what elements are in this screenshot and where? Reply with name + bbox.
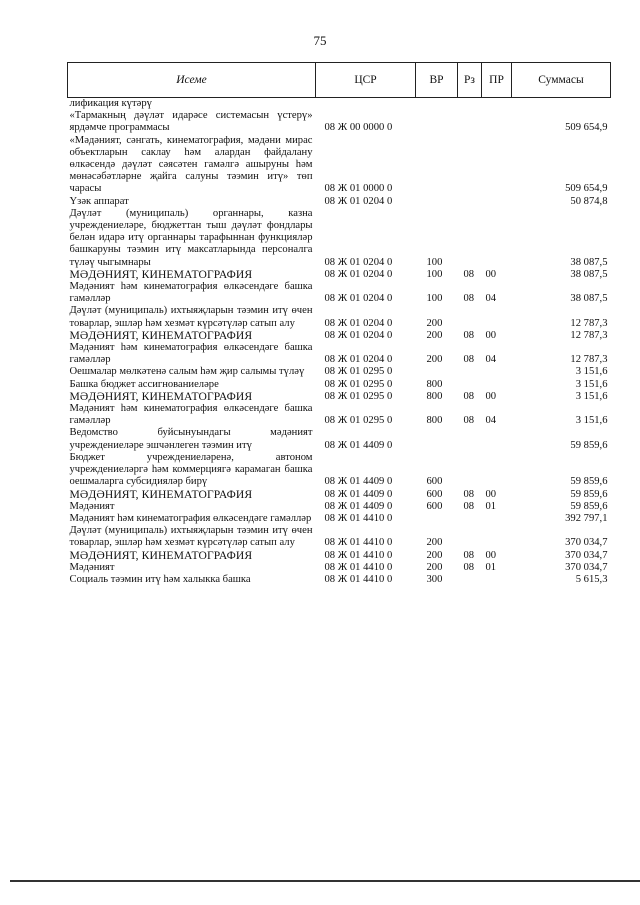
header-rz: Рз xyxy=(458,63,482,98)
cell-name: МӘДӘНИЯТ, КИНЕМАТОГРАФИЯ xyxy=(69,267,253,281)
cell-pr xyxy=(482,208,512,269)
table-row xyxy=(68,513,611,525)
cell-rz: 08 xyxy=(463,561,475,573)
cell-name: Башка бюджет ассигнованиеләре xyxy=(69,378,219,390)
cell-rz xyxy=(458,427,482,451)
cell-rz xyxy=(458,208,482,269)
cell-rz: 08 xyxy=(463,354,475,366)
cell-sum: 12 787,3 xyxy=(570,354,608,366)
cell-pr: 01 xyxy=(485,500,497,512)
cell-pr: 00 xyxy=(485,488,497,500)
cell-sum: 3 151,6 xyxy=(575,366,608,378)
cell-rz: 08 xyxy=(463,488,475,500)
cell-name: лификация күтәрү xyxy=(69,98,152,109)
cell-csr: 08 Ж 01 4410 0 xyxy=(324,512,393,524)
cell-sum: 38 087,5 xyxy=(570,268,608,280)
cell-csr: 08 Ж 01 4409 0 xyxy=(324,500,393,512)
table-row xyxy=(68,391,611,403)
header-csr: ЦСР xyxy=(316,63,416,98)
table-row xyxy=(68,550,611,562)
cell-csr: 08 Ж 01 4409 0 xyxy=(324,439,393,451)
cell-rz xyxy=(458,525,482,549)
cell-vr: 200 xyxy=(426,354,443,366)
cell-sum: 12 787,3 xyxy=(570,329,608,341)
cell-pr xyxy=(482,366,512,378)
cell-vr xyxy=(416,98,458,111)
table-row xyxy=(68,281,611,305)
cell-pr xyxy=(482,574,512,586)
cell-name: Оешмалар мөлкәтенә салым һәм җир салымы түләү xyxy=(69,366,305,378)
cell-vr xyxy=(416,135,458,196)
cell-csr xyxy=(316,98,416,111)
cell-sum: 3 151,6 xyxy=(575,390,608,402)
cell-name: МӘДӘНИЯТ, КИНЕМАТОГРАФИЯ xyxy=(69,548,253,562)
cell-pr xyxy=(482,513,512,525)
cell-sum: 59 859,6 xyxy=(570,488,608,500)
cell-name: Мәдәният xyxy=(69,561,115,573)
bottom-rule xyxy=(10,880,640,882)
cell-rz: 08 xyxy=(463,390,475,402)
table-row xyxy=(68,98,611,111)
cell-pr xyxy=(482,135,512,196)
budget-table-wrapper xyxy=(67,62,610,586)
header-name: Исеме xyxy=(68,63,316,98)
cell-vr: 200 xyxy=(426,561,443,573)
cell-sum: 392 797,1 xyxy=(565,512,608,524)
cell-vr: 200 xyxy=(426,329,443,341)
cell-csr: 08 Ж 01 0204 0 xyxy=(324,195,393,207)
cell-pr xyxy=(482,427,512,451)
cell-pr: 01 xyxy=(485,561,497,573)
cell-vr xyxy=(416,196,458,208)
cell-vr: 100 xyxy=(426,293,443,305)
cell-csr: 08 Ж 01 4410 0 xyxy=(324,549,393,561)
cell-vr xyxy=(416,110,458,134)
cell-rz xyxy=(458,452,482,489)
cell-rz: 08 xyxy=(463,329,475,341)
table-row xyxy=(68,562,611,574)
cell-pr xyxy=(482,379,512,391)
cell-csr: 08 Ж 01 0204 0 xyxy=(324,256,393,268)
cell-csr: 08 Ж 01 0295 0 xyxy=(324,415,393,427)
cell-vr: 800 xyxy=(426,378,443,390)
cell-sum xyxy=(512,98,611,111)
cell-vr: 600 xyxy=(426,476,443,488)
cell-name: Мәдәният һәм кинематография өлкәсендәге башка гамәлләр xyxy=(69,403,313,427)
cell-rz xyxy=(458,110,482,134)
cell-pr xyxy=(482,196,512,208)
cell-csr: 08 Ж 01 4410 0 xyxy=(324,537,393,549)
cell-pr xyxy=(482,452,512,489)
cell-vr: 100 xyxy=(426,268,443,280)
budget-table xyxy=(67,62,611,586)
cell-csr: 08 Ж 01 0204 0 xyxy=(324,268,393,280)
cell-sum: 509 654,9 xyxy=(565,183,608,195)
table-row xyxy=(68,110,611,134)
table-row xyxy=(68,452,611,489)
cell-vr: 600 xyxy=(426,488,443,500)
cell-name: Мәдәният һәм кинематография өлкәсендәге башка гамәлләр xyxy=(69,342,313,366)
cell-sum: 38 087,5 xyxy=(570,256,608,268)
table-row xyxy=(68,135,611,196)
table-row xyxy=(68,305,611,329)
table-row xyxy=(68,269,611,281)
cell-rz xyxy=(458,366,482,378)
header-sum: Суммасы xyxy=(512,63,611,98)
cell-csr: 08 Ж 01 4409 0 xyxy=(324,476,393,488)
cell-csr: 08 Ж 01 0295 0 xyxy=(324,378,393,390)
header-vr: ВР xyxy=(416,63,458,98)
cell-vr xyxy=(416,366,458,378)
cell-vr xyxy=(416,513,458,525)
cell-csr: 08 Ж 01 4410 0 xyxy=(324,573,393,585)
cell-rz xyxy=(458,98,482,111)
cell-csr: 08 Ж 01 0295 0 xyxy=(324,366,393,378)
cell-csr: 08 Ж 01 4409 0 xyxy=(324,488,393,500)
cell-sum: 5 615,3 xyxy=(575,573,608,585)
cell-pr: 00 xyxy=(485,549,497,561)
table-row xyxy=(68,501,611,513)
cell-rz xyxy=(458,513,482,525)
cell-name: «Мәдәният, сәнгать, кинематография, мәдәни мирас объектларын саклау һәм алардан файдалану өлкәсендә дәүләт сәясәтен гамәлгә ашыруны һәм мөнәсәбәтләрне җайга салуны тәэмин итү» төп чарасы xyxy=(69,134,313,195)
cell-pr: 04 xyxy=(485,354,497,366)
cell-vr: 200 xyxy=(426,537,443,549)
cell-vr: 300 xyxy=(426,573,443,585)
cell-name: МӘДӘНИЯТ, КИНЕМАТОГРАФИЯ xyxy=(69,328,253,342)
cell-name: Мәдәният xyxy=(69,500,115,512)
cell-name: Дәүләт (муниципаль) органнары, казна учреждениеләре, бюджеттан тыш дәүләт фондлары белән идарә итү органнары тарафыннан функцияләр башкаруны тәэмин итү максатларында персоналга түләү чыгымнары xyxy=(69,207,313,268)
cell-pr: 00 xyxy=(485,329,497,341)
table-row xyxy=(68,427,611,451)
cell-csr: 08 Ж 01 0204 0 xyxy=(324,329,393,341)
cell-rz: 08 xyxy=(463,549,475,561)
cell-csr: 08 Ж 01 0204 0 xyxy=(324,317,393,329)
table-row xyxy=(68,196,611,208)
page-number: 75 xyxy=(313,33,327,48)
table-row xyxy=(68,342,611,366)
cell-pr: 04 xyxy=(485,293,497,305)
cell-csr: 08 Ж 01 4410 0 xyxy=(324,561,393,573)
cell-rz xyxy=(458,135,482,196)
cell-name: Үзәк аппарат xyxy=(69,195,129,207)
cell-sum: 50 874,8 xyxy=(570,195,608,207)
cell-rz: 08 xyxy=(463,268,475,280)
header-pr: ПР xyxy=(482,63,512,98)
cell-name: МӘДӘНИЯТ, КИНЕМАТОГРАФИЯ xyxy=(69,389,253,403)
table-row xyxy=(68,525,611,549)
cell-sum: 12 787,3 xyxy=(570,317,608,329)
cell-csr: 08 Ж 00 0000 0 xyxy=(324,122,393,134)
cell-name: Мәдәният һәм кинематография өлкәсендәге гамәлләр xyxy=(69,512,312,524)
cell-csr: 08 Ж 01 0295 0 xyxy=(324,390,393,402)
cell-sum: 509 654,9 xyxy=(565,122,608,134)
cell-name: МӘДӘНИЯТ, КИНЕМАТОГРАФИЯ xyxy=(69,487,253,501)
cell-name: Социаль тәэмин итү һәм халыкка башка xyxy=(69,573,251,585)
cell-pr: 00 xyxy=(485,390,497,402)
table-body xyxy=(68,98,611,587)
table-header xyxy=(68,63,611,98)
cell-sum: 59 859,6 xyxy=(570,476,608,488)
cell-name: «Тармакның дәүләт идарәсе системасын үстерү» ярдәмче программасы xyxy=(69,110,313,134)
cell-csr: 08 Ж 01 0204 0 xyxy=(324,293,393,305)
cell-name: Ведомство буйсынуындагы мәдәният учреждениеләре эшчәнлеген тәэмин итү xyxy=(69,427,313,451)
cell-name: Дәүләт (муниципаль) ихтыяҗларын тәэмин итү өчен товарлар, эшләр һәм хезмәт күрсәтүләр сатып алу xyxy=(69,305,313,329)
cell-name: Дәүләт (муниципаль) ихтыяҗларын тәэмин итү өчен товарлар, эшләр һәм хезмәт күрсәтүләр сатып алу xyxy=(69,525,313,549)
table-row xyxy=(68,574,611,586)
cell-sum: 370 034,7 xyxy=(565,549,608,561)
cell-sum: 59 859,6 xyxy=(570,500,608,512)
table-row xyxy=(68,208,611,269)
cell-pr xyxy=(482,98,512,111)
cell-rz xyxy=(458,305,482,329)
cell-rz: 08 xyxy=(463,415,475,427)
cell-sum: 3 151,6 xyxy=(575,415,608,427)
cell-rz: 08 xyxy=(463,293,475,305)
cell-sum: 370 034,7 xyxy=(565,561,608,573)
cell-vr: 200 xyxy=(426,317,443,329)
cell-csr: 08 Ж 01 0000 0 xyxy=(324,183,393,195)
cell-vr xyxy=(416,427,458,451)
cell-pr xyxy=(482,525,512,549)
cell-sum: 38 087,5 xyxy=(570,293,608,305)
table-row xyxy=(68,366,611,378)
cell-pr xyxy=(482,110,512,134)
cell-sum: 370 034,7 xyxy=(565,537,608,549)
cell-vr: 600 xyxy=(426,500,443,512)
cell-pr xyxy=(482,305,512,329)
cell-pr: 04 xyxy=(485,415,497,427)
cell-rz: 08 xyxy=(463,500,475,512)
cell-rz xyxy=(458,196,482,208)
cell-rz xyxy=(458,379,482,391)
cell-rz xyxy=(458,574,482,586)
cell-sum: 3 151,6 xyxy=(575,378,608,390)
cell-vr: 800 xyxy=(426,415,443,427)
table-row xyxy=(68,489,611,501)
cell-pr: 00 xyxy=(485,268,497,280)
cell-sum: 59 859,6 xyxy=(570,439,608,451)
cell-vr: 100 xyxy=(426,256,443,268)
cell-csr: 08 Ж 01 0204 0 xyxy=(324,354,393,366)
cell-vr: 800 xyxy=(426,390,443,402)
cell-name: Бюджет учреждениеләренә, автоном учреждениеләргә һәм коммерциягә карамаган башка оешмаларга субсидияләр бирү xyxy=(69,451,313,488)
cell-name: Мәдәният һәм кинематография өлкәсендәге башка гамәлләр xyxy=(69,281,313,305)
table-row xyxy=(68,330,611,342)
cell-vr: 200 xyxy=(426,549,443,561)
table-row xyxy=(68,403,611,427)
